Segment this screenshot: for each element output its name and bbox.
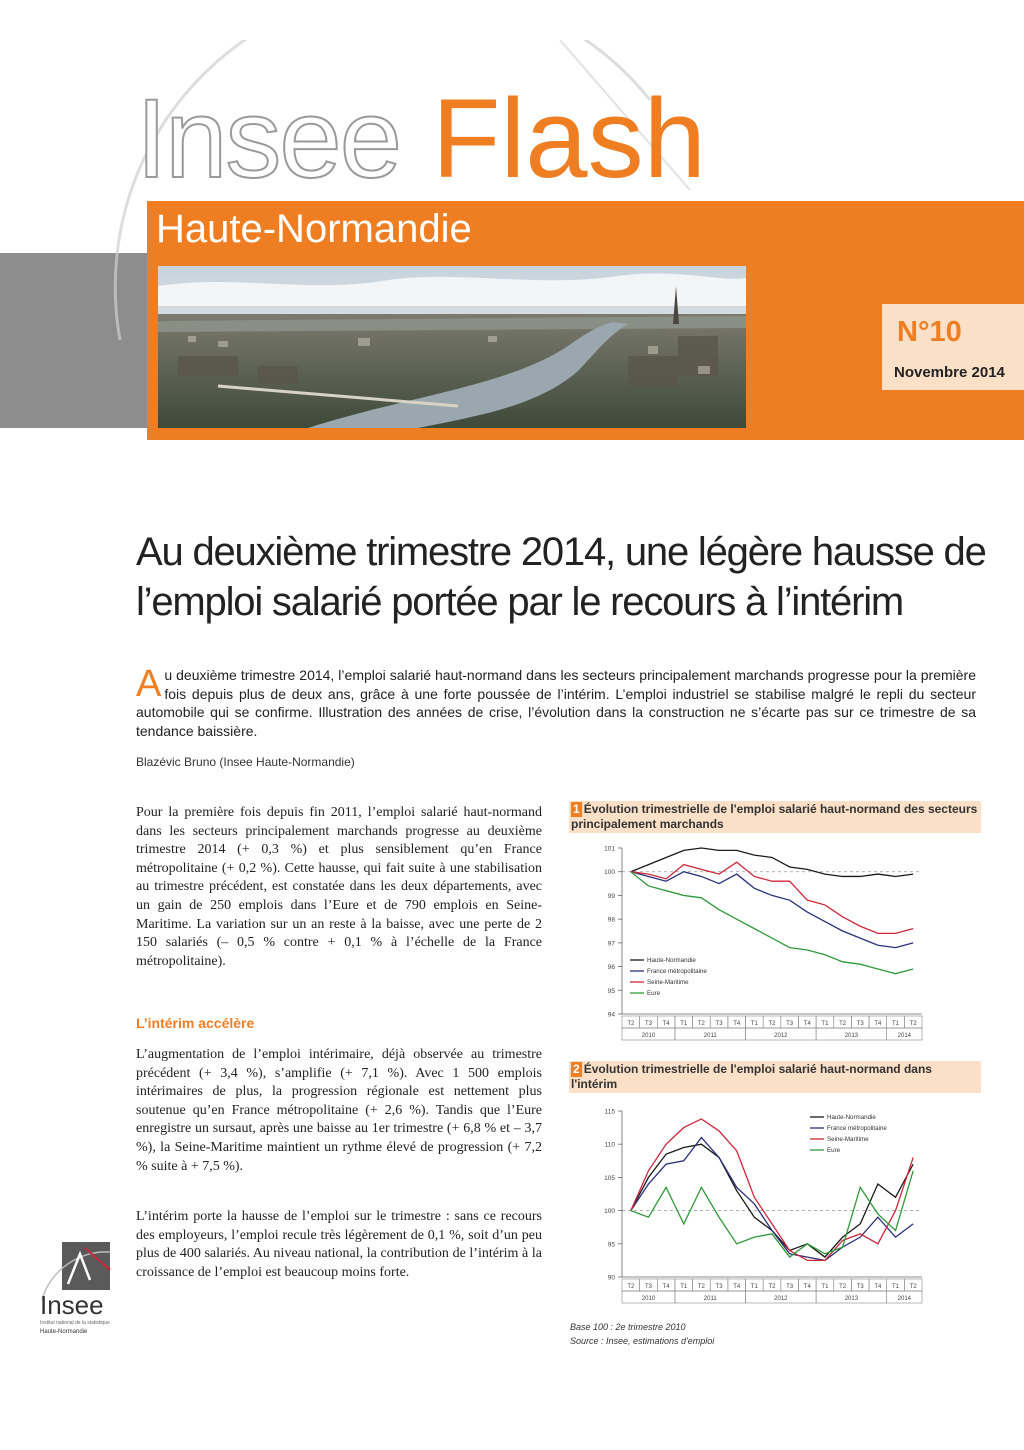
series-line-france-m-tropolitaine [631, 872, 913, 948]
legend-label: France métropolitaine [647, 968, 707, 976]
x-tick-label: T2 [768, 1021, 776, 1027]
chart-1-title [569, 801, 981, 833]
x-tick-label: T1 [821, 1284, 829, 1290]
chart-2-title [569, 1061, 981, 1093]
x-tick-label: T3 [644, 1021, 652, 1027]
lead-paragraph [136, 663, 976, 740]
chart-2 [600, 1105, 940, 1317]
x-tick-label: T3 [856, 1021, 864, 1027]
x-tick-label: T3 [715, 1284, 723, 1290]
insee-logo [40, 1240, 120, 1340]
chart-base-note: Base 100 : 2e trimestre 2010 [570, 1322, 686, 1332]
insee-logo-name: Insee [40, 1290, 104, 1320]
y-tick-label: 105 [604, 1174, 615, 1182]
x-tick-label: T2 [627, 1284, 635, 1290]
x-tick-label: T2 [697, 1284, 705, 1290]
y-tick-label: 95 [607, 1241, 615, 1249]
city-photo [158, 266, 746, 428]
year-label: 2011 [703, 1296, 717, 1302]
brand-insee: Insee [136, 76, 400, 201]
x-tick-label: T2 [697, 1021, 705, 1027]
x-tick-label: T1 [892, 1021, 900, 1027]
chart-1-number: 1 [573, 802, 580, 816]
author: Blazévic Bruno (Insee Haute-Normandie) [136, 755, 355, 769]
chart-1-title-text: Évolution trimestrielle de l'emploi salarié haut-normand des secteurs principalement marchands [571, 802, 978, 831]
x-tick-label: T2 [768, 1284, 776, 1290]
legend-label: Eure [647, 990, 661, 998]
year-label: 2011 [703, 1033, 717, 1039]
body-paragraph-1: Pour la première fois depuis fin 2011, l’emploi salarié haut-normand dans les secteurs principalement marchands progresse au deuxième trimestre 2014 (+ 0,3 %) et plus sensiblement qu’en France métropolitaine (+ 0,2 %). Cette hausse, qui fait suite à une stabilisation au trimestre précédent, est constatée dans les deux départements, avec un gain de 250 emplois dans l’Eure et de 790 emplois en Seine-Maritime. La variation sur un an reste à la baisse, avec une perte de 2 150 salariés (– 0,5 % contre + 0,1 % à l’échelle de la France métropolitaine). [136, 805, 542, 969]
chart-2-number: 2 [573, 1062, 580, 1076]
x-tick-label: T3 [856, 1284, 864, 1290]
y-tick-label: 95 [607, 987, 615, 995]
y-tick-label: 90 [607, 1274, 615, 1282]
year-label: 2010 [641, 1296, 656, 1302]
region-name: Haute-Normandie [156, 207, 472, 251]
y-tick-label: 96 [607, 964, 615, 972]
x-tick-label: T3 [786, 1021, 794, 1027]
x-tick-label: T4 [803, 1284, 811, 1290]
x-tick-label: T2 [909, 1284, 917, 1290]
x-tick-label: T2 [839, 1021, 847, 1027]
x-tick-label: T1 [750, 1284, 758, 1290]
x-tick-label: T3 [644, 1284, 652, 1290]
y-tick-label: 94 [607, 1011, 615, 1019]
chart-2-title-text: Évolution trimestrielle de l'emploi salarié haut-normand dans l'intérim [571, 1062, 932, 1091]
year-label: 2014 [897, 1296, 912, 1302]
legend-label: France métropolitaine [827, 1125, 887, 1133]
legend-label: Seine-Maritime [647, 979, 689, 987]
y-tick-label: 101 [604, 845, 615, 853]
y-tick-label: 97 [607, 940, 615, 948]
year-label: 2013 [844, 1296, 859, 1302]
dropcap: A [136, 663, 162, 705]
insee-logo-region: Haute-Normandie [40, 1329, 88, 1335]
x-tick-label: T4 [662, 1021, 670, 1027]
page-title: Au deuxième trimestre 2014, une légère hausse de l’emploi salarié portée par le recours à l’intérim [136, 530, 986, 624]
x-tick-label: T2 [909, 1021, 917, 1027]
issue-number: N°10 [897, 316, 962, 348]
year-label: 2012 [774, 1296, 788, 1302]
y-tick-label: 100 [604, 869, 615, 877]
body-paragraph-2: L’augmentation de l’emploi intérimaire, déjà observée au trimestre précédent (+ 3,4 %), s’amplifie (+ 7,1 %). Avec 1 500 emplois intérimaires de plus, la progression régionale est nettement plus soutenue qu’en France métropolitaine (+ 2,6 %). Tandis que l’Eure enregistre un sursaut, après une baisse au 1er trimestre (+ 6,8 % et – 3,7 %), la Seine-Maritime maintient un rythme élevé de progression (+ 7,2 % suite à + 7,5 %). [136, 1047, 542, 1174]
brand-flash: Flash [432, 76, 706, 201]
year-label: 2014 [897, 1033, 912, 1039]
x-tick-label: T2 [839, 1284, 847, 1290]
x-tick-label: T1 [750, 1021, 758, 1027]
legend-label: Eure [827, 1147, 841, 1155]
series-line-eure [631, 1171, 913, 1257]
x-tick-label: T4 [733, 1021, 741, 1027]
chart-1 [600, 842, 940, 1054]
legend-label: Haute-Normandie [827, 1114, 876, 1122]
body-paragraph-3: L’intérim porte la hausse de l’emploi sur le trimestre : sans ce recours des employeurs, l’emploi recule très légèrement de 0,1 %, soit d’un peu plus de 400 salariés. Au niveau national, la contribution de l’intérim à la croissance de l’emploi est beaucoup moins forte. [136, 1209, 542, 1280]
chart-source-note: Source : Insee, estimations d'emploi [570, 1336, 715, 1346]
insee-logo-subtitle: Institut national de la statistique [40, 1320, 110, 1326]
y-tick-label: 115 [604, 1108, 615, 1116]
series-line-seine-maritime [631, 862, 913, 933]
legend-label: Seine-Maritime [827, 1136, 869, 1144]
y-tick-label: 99 [607, 892, 615, 900]
y-tick-label: 98 [607, 916, 615, 924]
x-tick-label: T2 [627, 1021, 635, 1027]
year-label: 2013 [844, 1033, 859, 1039]
y-tick-label: 100 [604, 1208, 615, 1216]
x-tick-label: T1 [892, 1284, 900, 1290]
x-tick-label: T4 [874, 1021, 882, 1027]
lead-text: u deuxième trimestre 2014, l’emploi salarié haut-normand dans les secteurs principalement marchands progresse pour la première fois depuis plus de deux ans, grâce à une forte poussée de l’intérim. L’emploi industriel se stabilise malgré le repli du secteur automobile qui se confirme. Illustration des années de crise, l’évolution dans la construction ne s’écarte pas sur ce trimestre de sa tendance baissière. [136, 667, 976, 739]
x-tick-label: T4 [874, 1284, 882, 1290]
x-tick-label: T4 [733, 1284, 741, 1290]
x-tick-label: T1 [680, 1284, 688, 1290]
x-tick-label: T4 [803, 1021, 811, 1027]
issue-date: Novembre 2014 [894, 364, 1005, 381]
series-line-seine-maritime [631, 1119, 913, 1260]
year-label: 2010 [641, 1033, 656, 1039]
legend-label: Haute-Normandie [647, 957, 696, 965]
x-tick-label: T1 [680, 1021, 688, 1027]
section-heading: L’intérim accélère [136, 1015, 255, 1031]
x-tick-label: T3 [715, 1021, 723, 1027]
x-tick-label: T4 [662, 1284, 670, 1290]
series-line-haute-normandie [631, 848, 913, 876]
x-tick-label: T3 [786, 1284, 794, 1290]
year-label: 2012 [774, 1033, 788, 1039]
y-tick-label: 110 [604, 1141, 615, 1149]
x-tick-label: T1 [821, 1021, 829, 1027]
